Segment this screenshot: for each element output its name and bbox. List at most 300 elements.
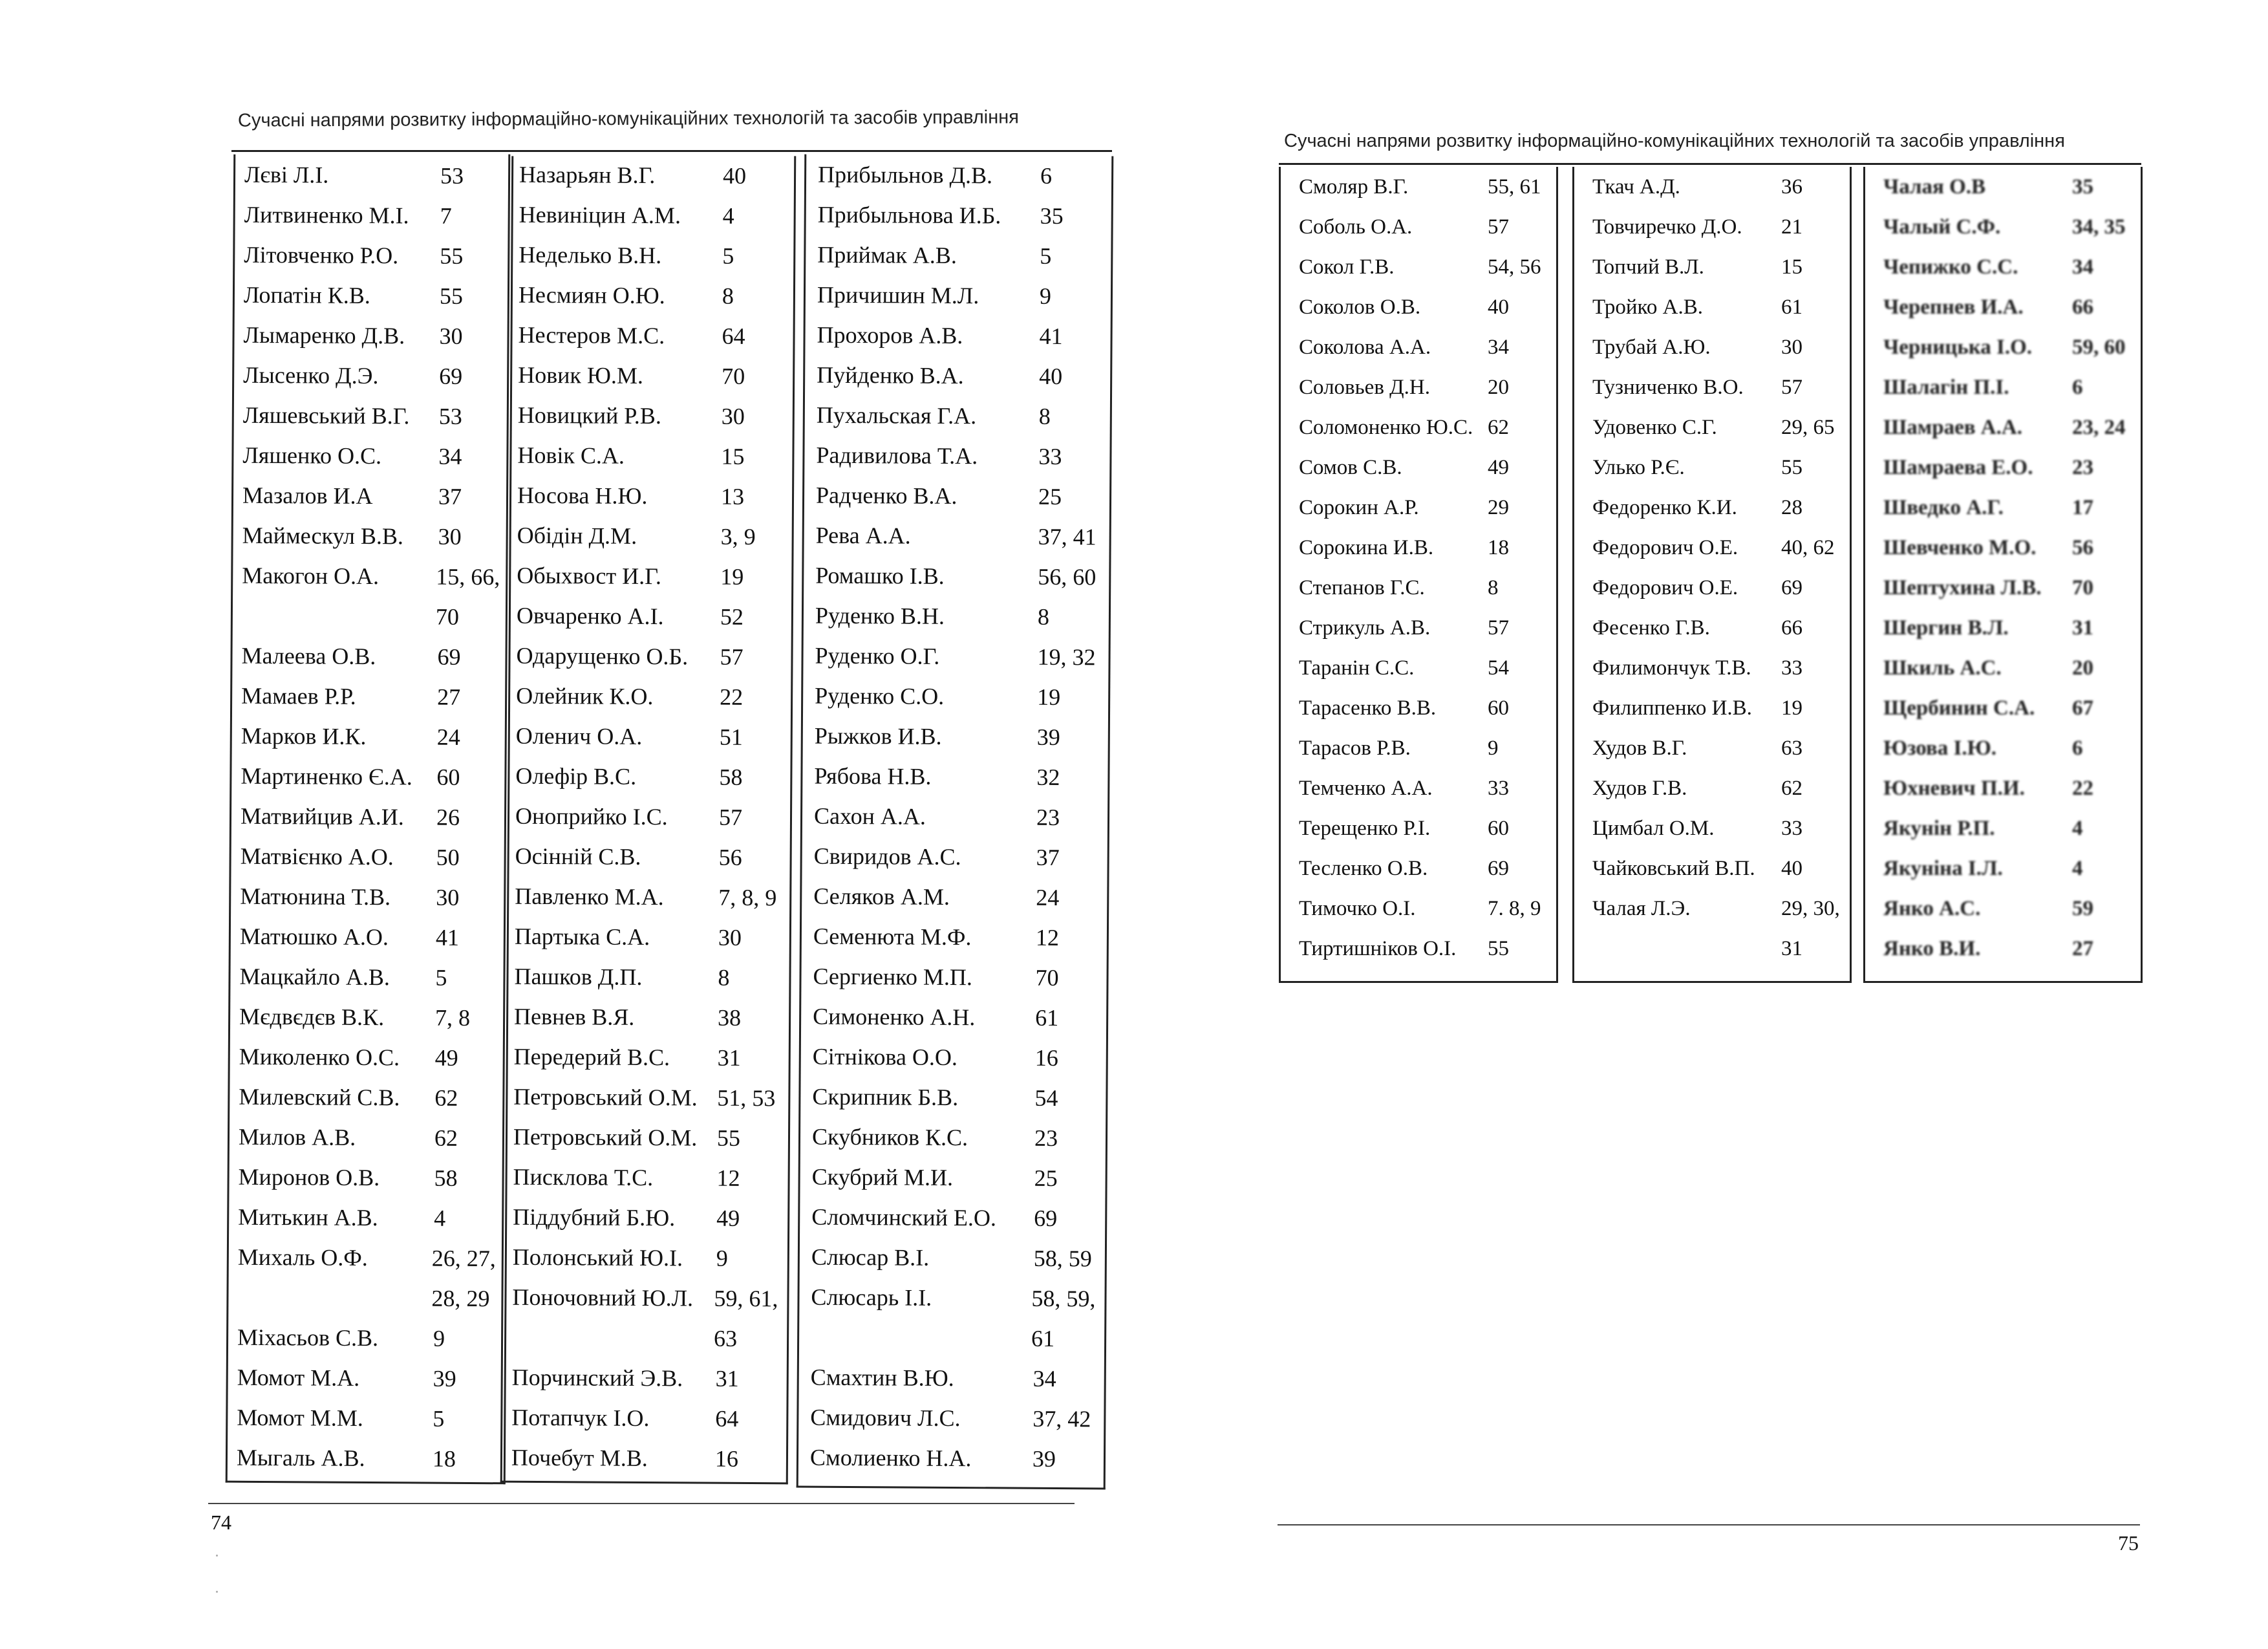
- author-name: Темченко А.А.: [1299, 777, 1433, 800]
- index-entry: [817, 395, 1101, 437]
- index-entry: [1592, 728, 1841, 768]
- page-refs: 57: [1781, 376, 1803, 399]
- page-refs: 40: [722, 162, 747, 189]
- author-name: Мазалов И.А: [242, 482, 373, 510]
- index-entry: [1883, 207, 2132, 247]
- index-entry: [1299, 608, 1547, 648]
- index-entry: [1883, 327, 2132, 367]
- author-name: Тесленко О.В.: [1299, 857, 1428, 880]
- page-refs: 61: [1035, 1004, 1059, 1031]
- author-name: Одарущенко О.Б.: [516, 642, 689, 670]
- index-entry: [811, 1277, 1096, 1359]
- index-entry: [1592, 447, 1841, 488]
- author-name: Поночовний Ю.Л.: [512, 1284, 694, 1311]
- page-refs: 70: [1035, 964, 1059, 991]
- index-entry: [1299, 287, 1547, 327]
- author-name: Овчаренко А.І.: [516, 602, 664, 630]
- index-entry: [242, 435, 500, 477]
- index-entry: [1883, 768, 2132, 808]
- index-entry: [239, 956, 497, 998]
- author-name: Чалый С.Ф.: [1883, 215, 2001, 239]
- index-entry: [518, 355, 784, 397]
- author-name: Тиртишніков О.І.: [1299, 937, 1457, 960]
- author-name: Момот М.М.: [237, 1404, 363, 1431]
- author-name: Скубников К.С.: [811, 1123, 968, 1151]
- author-name: Руденко В.Н.: [815, 602, 945, 629]
- author-name: Невиніцин А.М.: [519, 201, 681, 229]
- index-entry: [239, 997, 497, 1038]
- author-name: Оленич О.А.: [515, 722, 643, 749]
- page-refs: 17: [2072, 496, 2093, 519]
- author-name: Матвийцив А.И.: [240, 803, 404, 830]
- index-entry: [242, 475, 500, 517]
- index-entry: [1299, 728, 1547, 768]
- index-entry: [811, 1197, 1096, 1239]
- author-name: Олейник К.О.: [516, 682, 654, 710]
- page-refs: 56, 60: [1038, 563, 1097, 590]
- page-refs: 12: [1035, 924, 1060, 951]
- page-refs: 5: [433, 1405, 445, 1432]
- author-name: Сітнікова О.О.: [812, 1043, 958, 1071]
- index-entry: [817, 315, 1101, 357]
- index-entry: [816, 515, 1100, 557]
- page-refs: 69: [1488, 857, 1509, 880]
- index-entry: [237, 1237, 496, 1319]
- author-name: Свиридов А.С.: [813, 843, 961, 870]
- index-entry: [1299, 447, 1547, 488]
- page-refs: 69: [439, 363, 463, 389]
- index-entry: [517, 596, 782, 638]
- index-entry: [810, 1397, 1095, 1439]
- author-name: Певнев В.Я.: [514, 1003, 635, 1030]
- author-name: Трубай А.Ю.: [1592, 336, 1711, 359]
- page-refs: 23: [1036, 804, 1060, 830]
- index-column-2: [500, 155, 797, 1485]
- author-name: Филиппенко И.В.: [1592, 696, 1752, 720]
- index-entry: [1299, 327, 1547, 367]
- index-entry: [811, 1237, 1096, 1279]
- index-entry: [237, 1317, 495, 1359]
- index-entry: [813, 1037, 1097, 1079]
- author-name: Прибыльнова И.Б.: [817, 201, 1001, 229]
- author-name: Соколов О.В.: [1299, 296, 1421, 319]
- page-refs: 25: [1034, 1165, 1058, 1191]
- author-name: Таранін С.С.: [1299, 656, 1415, 680]
- author-name: Якунін Р.П.: [1883, 817, 1995, 840]
- author-name: Тузниченко В.О.: [1592, 376, 1744, 399]
- page-refs: 27: [2072, 937, 2093, 960]
- author-name: Потапчук І.О.: [511, 1404, 650, 1432]
- author-name: Милов А.В.: [238, 1123, 356, 1150]
- scan-speck: [216, 1555, 218, 1557]
- index-entry: [810, 1438, 1095, 1480]
- page-refs: 24: [1036, 884, 1060, 911]
- index-entry: [514, 1037, 780, 1079]
- author-name: Ромашко І.В.: [815, 562, 945, 589]
- page-refs: 9: [1039, 283, 1052, 309]
- index-entry: [1883, 247, 2132, 287]
- author-name: Сокол Г.В.: [1299, 255, 1395, 279]
- author-name: Ляшенко О.С.: [242, 442, 382, 469]
- page-refs: 54: [1488, 656, 1509, 680]
- index-entry: [240, 876, 498, 918]
- index-entry: [1299, 167, 1547, 207]
- author-name: Цимбал О.М.: [1592, 817, 1715, 840]
- index-entry: [241, 716, 499, 757]
- page-refs: 58, 59: [1033, 1245, 1093, 1272]
- author-name: Прохоров А.В.: [817, 321, 963, 349]
- index-entry: [813, 916, 1098, 958]
- index-entry: [517, 475, 783, 517]
- page-refs: 30: [718, 924, 742, 951]
- page-refs: 37, 41: [1038, 523, 1097, 550]
- page-refs: 55: [440, 242, 464, 269]
- page-refs: 7: [440, 202, 452, 229]
- index-entry: [1883, 728, 2132, 768]
- author-name: Пашков Д.П.: [514, 963, 643, 990]
- index-entry: [1883, 608, 2132, 648]
- author-name: Шкиль А.С.: [1883, 656, 2002, 680]
- author-name: Черепнев И.А.: [1883, 296, 2024, 319]
- index-entry: [1883, 848, 2132, 889]
- author-name: Скубрий М.И.: [811, 1163, 954, 1191]
- author-name: Причишин М.Л.: [817, 281, 979, 309]
- author-name: Петровський О.М.: [513, 1123, 698, 1151]
- author-name: Пухальская Г.А.: [816, 402, 977, 429]
- author-name: Лымаренко Д.В.: [243, 321, 405, 349]
- author-name: Шептухина Л.В.: [1883, 576, 2042, 599]
- index-entry: [1883, 929, 2132, 969]
- author-name: Літовченко Р.О.: [244, 241, 399, 269]
- index-entry: [816, 475, 1100, 517]
- index-entry: [1883, 167, 2132, 207]
- author-name: Шамраев А.А.: [1883, 416, 2022, 439]
- page-refs: 62: [1488, 416, 1509, 439]
- index-entry: [1592, 488, 1841, 528]
- index-entry: [513, 1157, 778, 1199]
- author-name: Федоренко К.И.: [1592, 496, 1737, 519]
- author-name: Семенюта М.Ф.: [813, 923, 972, 951]
- author-name: Якуніна І.Л.: [1883, 857, 2003, 880]
- author-name: Несмиян О.Ю.: [518, 281, 665, 309]
- page-refs: 70: [722, 363, 745, 389]
- index-entry: [243, 315, 501, 356]
- page-refs: 30: [438, 523, 462, 550]
- index-column-3: [797, 155, 1114, 1490]
- page-refs: 55, 61: [1488, 175, 1541, 199]
- index-entry: [515, 916, 780, 958]
- index-entry: [813, 956, 1097, 998]
- author-name: Смидович Л.С.: [810, 1404, 961, 1432]
- author-name: Писклова Т.С.: [513, 1163, 654, 1191]
- author-name: Скрипник Б.В.: [812, 1083, 959, 1111]
- author-name: Мамаев Р.Р.: [241, 682, 356, 709]
- index-entry: [516, 636, 782, 678]
- page-refs: 33: [1781, 656, 1803, 680]
- page-refs: 58: [719, 764, 743, 790]
- page-number: 74: [211, 1511, 231, 1534]
- index-entry: [817, 275, 1102, 317]
- index-entry: [237, 1397, 495, 1439]
- index-entry: [511, 1438, 777, 1480]
- index-entry: [1592, 648, 1841, 688]
- page-refs: 8: [1488, 576, 1499, 599]
- index-entry: [237, 1357, 495, 1399]
- page-refs: 20: [2072, 656, 2093, 680]
- page-refs: 57: [1488, 616, 1509, 640]
- index-entry: [817, 355, 1101, 397]
- author-name: Маймескул В.В.: [242, 522, 404, 550]
- index-entry: [243, 395, 501, 436]
- index-entry: [1299, 407, 1547, 447]
- page-refs: 15: [721, 443, 745, 469]
- author-name: Шамраева Е.О.: [1883, 456, 2033, 479]
- author-name: Лопатін К.В.: [243, 281, 370, 308]
- page-refs: 4: [2072, 817, 2083, 840]
- author-name: Малеева О.В.: [241, 642, 376, 670]
- page-refs: 69: [1781, 576, 1803, 599]
- index-entry: [514, 956, 780, 998]
- index-entry: [813, 997, 1097, 1039]
- page-refs: 61: [1781, 296, 1803, 319]
- author-name: Почебут М.В.: [511, 1444, 648, 1472]
- author-name: Носова Н.Ю.: [517, 482, 648, 509]
- author-name: Худов Г.В.: [1592, 777, 1687, 800]
- page-refs: 37: [1036, 844, 1060, 870]
- page-refs: 66: [2072, 296, 2093, 319]
- page-refs: 23: [1034, 1125, 1058, 1151]
- index-column-2: [1572, 167, 1852, 983]
- footer-rule: [208, 1503, 1075, 1504]
- page-refs: 18: [1488, 536, 1509, 559]
- index-entry: [814, 796, 1098, 838]
- index-entry: [515, 756, 781, 798]
- author-name: Тимочко О.І.: [1299, 897, 1416, 920]
- right-page: [1134, 0, 2268, 1649]
- header-rule: [231, 150, 1112, 152]
- author-name: Федорович О.Е.: [1592, 536, 1738, 559]
- index-entry: [1299, 808, 1547, 848]
- author-name: Лєві Л.І.: [244, 161, 329, 188]
- page-refs: 6: [2072, 376, 2083, 399]
- page-refs: 20: [1488, 376, 1509, 399]
- author-name: Филимончук Т.В.: [1592, 656, 1751, 680]
- index-entry: [244, 195, 502, 236]
- index-entry: [238, 1157, 496, 1198]
- author-name: Митькин А.В.: [238, 1203, 378, 1231]
- author-name: Худов В.Г.: [1592, 737, 1687, 760]
- page-refs: 30: [439, 323, 463, 349]
- index-entry: [817, 235, 1102, 277]
- index-entry: [1592, 808, 1841, 848]
- author-name: Соболь О.А.: [1299, 215, 1413, 239]
- page-refs: 4: [722, 202, 734, 229]
- author-name: Терещенко Р.І.: [1299, 817, 1431, 840]
- page-refs: 63: [1781, 737, 1803, 760]
- page-refs: 25: [1038, 483, 1062, 510]
- page-refs: 56: [2072, 536, 2093, 559]
- author-name: Соломоненко Ю.С.: [1299, 416, 1473, 439]
- author-name: Михаль О.Ф.: [237, 1244, 368, 1271]
- page-refs: 9: [1488, 737, 1499, 760]
- author-name: Матюшко А.О.: [239, 923, 389, 951]
- index-entry: [1299, 568, 1547, 608]
- page-refs: 39: [433, 1365, 456, 1392]
- index-entry: [815, 676, 1099, 718]
- index-entry: [512, 1277, 778, 1359]
- author-name: Мєдвєдєв В.К.: [239, 1003, 385, 1031]
- index-entry: [1883, 528, 2132, 568]
- author-name: Обідін Д.М.: [517, 522, 637, 549]
- page-refs: 26: [436, 804, 460, 830]
- index-entry: [512, 1357, 778, 1399]
- author-name: Тарасов Р.В.: [1299, 737, 1411, 760]
- author-name: Назарьян В.Г.: [519, 161, 656, 189]
- page-refs: 24: [436, 724, 460, 750]
- page-refs: 62: [1781, 777, 1803, 800]
- index-entry: [518, 315, 784, 357]
- page-refs: 35: [2072, 175, 2093, 199]
- index-entry: [1883, 367, 2132, 407]
- page-refs: 18: [432, 1445, 456, 1472]
- page-refs: 54: [1034, 1084, 1058, 1111]
- author-name: Новік С.А.: [517, 442, 625, 469]
- index-entry: [513, 1237, 778, 1279]
- index-entry: [1592, 608, 1841, 648]
- index-entry: [812, 1117, 1097, 1159]
- index-entry: [1299, 889, 1547, 929]
- index-entry: [239, 1077, 497, 1118]
- page-refs: 49: [434, 1044, 458, 1071]
- index-entry: [241, 636, 499, 677]
- index-entry: [815, 596, 1100, 638]
- page-refs: 27: [437, 684, 461, 710]
- index-entry: [515, 836, 780, 878]
- author-name: Міхасьов С.В.: [237, 1324, 379, 1352]
- index-entry: [1299, 848, 1547, 889]
- page-refs: 58, 59, 61: [1031, 1285, 1096, 1352]
- index-entry: [1592, 247, 1841, 287]
- author-name: Макогон О.А.: [242, 562, 380, 590]
- author-name: Нестеров М.С.: [518, 321, 665, 349]
- index-entry: [1299, 648, 1547, 688]
- author-name: Янко В.И.: [1883, 937, 1981, 960]
- index-entry: [1592, 889, 1841, 969]
- page-refs: 55: [716, 1125, 741, 1151]
- index-entry: [811, 1157, 1096, 1199]
- author-name: Ляшевський В.Г.: [242, 402, 410, 429]
- index-entry: [241, 796, 498, 837]
- running-header: Сучасні напрями розвитку інформаційно-комунікаційних технологій та засобів управління: [237, 107, 1019, 131]
- index-entry: [1299, 367, 1547, 407]
- author-name: Литвиненко М.І.: [244, 201, 409, 229]
- index-entry: [513, 1197, 778, 1239]
- page-refs: 53: [440, 162, 464, 189]
- index-entry: [517, 515, 782, 557]
- page-refs: 19, 32: [1037, 643, 1096, 671]
- index-entry: [242, 555, 500, 637]
- index-entry: [519, 275, 784, 317]
- page-refs: 5: [1040, 242, 1052, 269]
- author-name: Чепижко С.С.: [1883, 255, 2018, 279]
- page-refs: 62: [434, 1084, 458, 1111]
- author-name: Павленко М.А.: [515, 883, 664, 911]
- index-entry: [1883, 808, 2132, 848]
- index-entry: [517, 435, 783, 477]
- author-name: Федорович О.Е.: [1592, 576, 1738, 599]
- page-refs: 5: [435, 964, 447, 991]
- index-entry: [813, 836, 1098, 878]
- index-entry: [514, 997, 780, 1039]
- index-entry: [1883, 407, 2132, 447]
- index-entry: [813, 876, 1098, 918]
- index-entry: [244, 235, 502, 276]
- index-entry: [1299, 207, 1547, 247]
- page-refs: 32: [1036, 764, 1060, 790]
- author-name: Юхневич П.И.: [1883, 777, 2025, 800]
- author-name: Петровський О.М.: [513, 1083, 698, 1111]
- index-entry: [1299, 528, 1547, 568]
- index-entry: [243, 355, 501, 396]
- index-entry: [1883, 568, 2132, 608]
- author-name: Слюсар В.І.: [811, 1244, 930, 1271]
- page-refs: 51: [719, 724, 743, 750]
- author-name: Черницька І.О.: [1883, 336, 2032, 359]
- author-name: Тройко А.В.: [1592, 296, 1704, 319]
- page-refs: 40: [1039, 363, 1063, 390]
- index-entry: [1592, 568, 1841, 608]
- page-refs: 59: [2072, 897, 2093, 920]
- author-name: Радченко В.А.: [815, 482, 957, 510]
- page-refs: 34: [1488, 336, 1509, 359]
- author-name: Смахтин В.Ю.: [810, 1364, 954, 1392]
- page-refs: 50: [436, 844, 460, 870]
- page-refs: 30: [721, 403, 745, 429]
- author-name: Симоненко А.Н.: [813, 1003, 976, 1031]
- page-refs: 6: [1040, 162, 1053, 189]
- author-name: Неделько В.Н.: [519, 241, 662, 269]
- page-refs: 64: [722, 323, 745, 349]
- page-refs: 54, 56: [1488, 255, 1541, 279]
- author-name: Рева А.А.: [815, 522, 911, 549]
- author-name: Сломчинский Е.О.: [811, 1203, 997, 1231]
- footer-rule: [1278, 1524, 2140, 1525]
- page-refs: 70: [2072, 576, 2093, 599]
- index-entry: [239, 1117, 497, 1158]
- index-entry: [1299, 247, 1547, 287]
- page-refs: 59, 61, 63: [713, 1285, 778, 1352]
- index-entry: [816, 435, 1100, 477]
- page-refs: 19: [1037, 684, 1061, 710]
- page-refs: 35: [1040, 202, 1064, 230]
- page-refs: 8: [1037, 603, 1050, 630]
- page-refs: 57: [720, 643, 744, 670]
- index-entry: [1592, 287, 1841, 327]
- author-name: Мыгаль А.В.: [236, 1444, 365, 1471]
- index-entry: [1883, 447, 2132, 488]
- page-refs: 34: [1032, 1365, 1056, 1392]
- author-name: Сахон А.А.: [813, 803, 926, 830]
- page-refs: 16: [714, 1445, 739, 1472]
- author-name: Янко А.С.: [1883, 897, 1981, 920]
- author-name: Сорокина И.В.: [1299, 536, 1434, 559]
- index-entry: [1883, 889, 2132, 929]
- page-refs: 23: [2072, 456, 2093, 479]
- page-refs: 37, 42: [1032, 1405, 1091, 1432]
- scan-speck: [216, 1591, 218, 1593]
- index-entry: [1592, 367, 1841, 407]
- page-refs: 8: [722, 283, 734, 309]
